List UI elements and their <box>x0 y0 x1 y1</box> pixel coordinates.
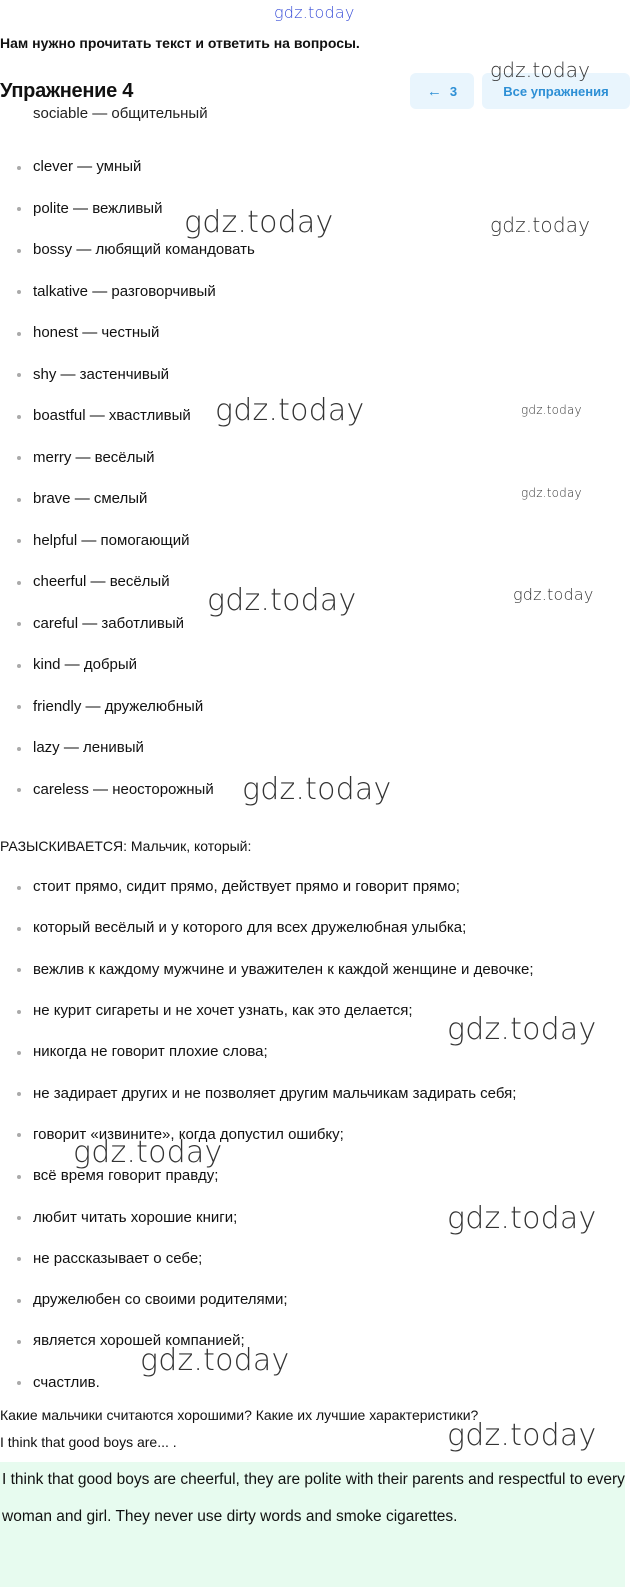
list-item: polite — вежливый <box>0 188 255 230</box>
arrow-left-icon: ← <box>426 82 442 100</box>
list-item: вежлив к каждому мужчине и уважителен к каждой женщине и девочке; <box>0 949 534 990</box>
list-item: lazy — ленивый <box>0 727 255 769</box>
watermark: gdz.today <box>490 213 591 237</box>
list-item: talkative — разговорчивый <box>0 271 255 313</box>
list-item: shy — застенчивый <box>0 354 255 396</box>
list-item: дружелюбен со своими родителями; <box>0 1279 534 1320</box>
watermark: gdz.today <box>490 58 591 82</box>
intro-text: Нам нужно прочитать текст и ответить на вопросы. <box>0 35 360 51</box>
list-item: honest — честный <box>0 312 255 354</box>
watermark: gdz.today <box>215 393 365 428</box>
list-item: счастлив. <box>0 1362 534 1403</box>
vocab-list <box>0 146 255 810</box>
list-item-cut: sociable — общительный <box>33 105 208 122</box>
watermark: gdz.today <box>447 1012 597 1047</box>
list-item: не рассказывает о себе; <box>0 1238 534 1279</box>
list-item: всё время говорит правду; <box>0 1155 534 1196</box>
list-item: никогда не говорит плохие слова; <box>0 1031 534 1072</box>
watermark-top: gdz.today <box>274 3 355 22</box>
list-item: который весёлый и у которого для всех дружелюбная улыбка; <box>0 907 534 948</box>
list-item: clever — умный <box>0 146 255 188</box>
list-item: cheerful — весёлый <box>0 561 255 603</box>
question-text: Какие мальчики считаются хорошими? Какие их лучшие характеристики? <box>0 1407 479 1423</box>
watermark: gdz.today <box>207 583 357 618</box>
list-item: любит читать хорошие книги; <box>0 1196 534 1237</box>
page-title: Упражнение 4 <box>0 80 134 102</box>
prev-exercise-button[interactable] <box>410 73 474 109</box>
watermark: gdz.today <box>140 1343 290 1378</box>
watermark: gdz.today <box>513 585 594 604</box>
answer-prompt: I think that good boys are... . <box>0 1434 177 1450</box>
list-item: kind — добрый <box>0 644 255 686</box>
list-item: не курит сигареты и не хочет узнать, как это делается; <box>0 990 534 1031</box>
list-item: говорит «извините», когда допустил ошибку; <box>0 1114 534 1155</box>
list-item: careless — неосторожный <box>0 769 255 811</box>
list-item: является хорошей компанией; <box>0 1320 534 1361</box>
watermark: gdz.today <box>184 205 334 240</box>
watermark: gdz.today <box>447 1418 597 1453</box>
wanted-heading: РАЗЫСКИВАЕТСЯ: Мальчик, который: <box>0 838 252 854</box>
watermark: gdz.today <box>447 1201 597 1236</box>
all-exercises-label: Все упражнения <box>503 83 609 99</box>
list-item: стоит прямо, сидит прямо, действует прямо и говорит прямо; <box>0 866 534 907</box>
list-item: careful — заботливый <box>0 603 255 645</box>
watermark: gdz.today <box>521 486 582 500</box>
list-item: helpful — помогающий <box>0 520 255 562</box>
watermark: gdz.today <box>521 403 582 417</box>
list-item: bossy — любящий командовать <box>0 229 255 271</box>
list-item: не задирает других и не позволяет другим мальчикам задирать себя; <box>0 1072 534 1113</box>
watermark: gdz.today <box>73 1135 223 1170</box>
answer-box: I think that good boys are cheerful, they are polite with their parents and respectful to every woman and girl. They never use dirty words and smoke cigarettes. <box>0 1462 625 1587</box>
list-item: boastful — хвастливый <box>0 395 255 437</box>
list-item: friendly — дружелюбный <box>0 686 255 728</box>
list-item: merry — весёлый <box>0 437 255 479</box>
list-item: brave — смелый <box>0 478 255 520</box>
watermark: gdz.today <box>242 772 392 807</box>
prev-exercise-number: 3 <box>449 83 458 99</box>
